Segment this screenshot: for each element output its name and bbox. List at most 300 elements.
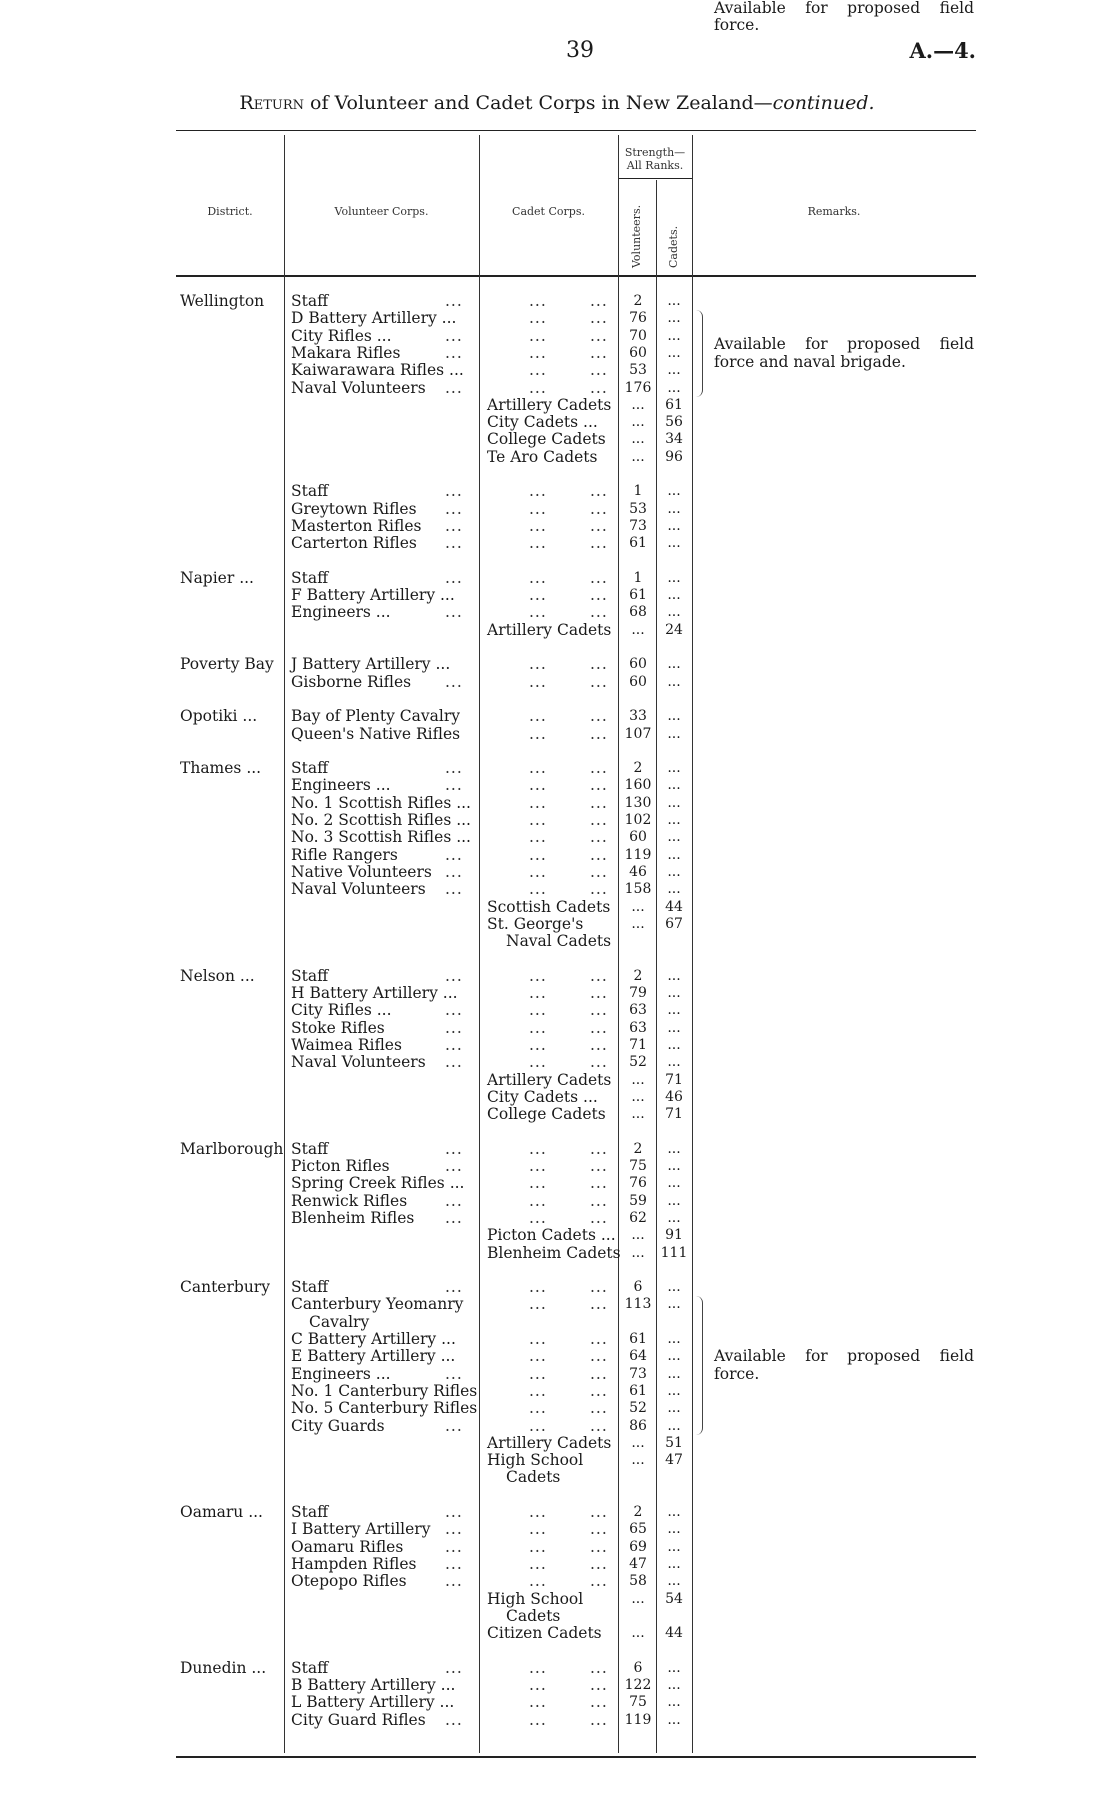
leader-dots: ... [445,1053,463,1072]
volunteers-count: 6 [633,1659,643,1676]
cadets-count: ... [667,673,681,690]
leader-dots: ... [445,1208,463,1227]
volunteer-corps-name: No. 2 Scottish Rifles ... [291,811,471,829]
volunteer-corps-name: Rifle Rangers [291,845,398,864]
cadets-count: ... [667,1677,681,1693]
volunteers-count: 2 [633,760,643,777]
leader-dots: ... [590,482,608,501]
leader-dots: ... [590,1676,608,1694]
volunteers-count: ... [631,621,645,638]
volunteer-corps-name: Blenheim Rifles [291,1208,415,1227]
cadets-count: ... [667,587,681,604]
leader-dots: ... [590,568,608,587]
leader-dots: ... [445,343,463,362]
leader-dots: ... [590,1520,608,1539]
volunteers-count: 113 [624,1296,652,1313]
leader-dots: ... [445,568,463,587]
cadets-count: ... [667,535,681,552]
volunteer-corps-name: Engineers ... [291,603,391,622]
volunteer-corps-name: City Rifles ... [291,326,392,345]
leader-dots: ... [445,1710,463,1729]
volunteer-corps-name: Carterton Rifles [291,534,417,553]
leader-dots: ... [445,326,463,345]
leader-dots: ... [529,793,547,812]
title-main: of Volunteer and Cadet Corps in New Zealand— [304,92,773,114]
title-tail: continued. [772,92,875,114]
volunteer-corps-name: No. 1 Scottish Rifles ... [291,793,471,812]
leader-dots: ... [445,1520,463,1539]
cadet-corps-name: Blenheim Cadets [487,1243,621,1262]
leader-dots: ... [445,1572,463,1591]
leader-dots: ... [590,828,608,847]
district-name: Wellington [180,292,265,310]
volunteers-count: 60 [629,673,647,690]
cadets-count: ... [667,344,681,361]
district-name: Opotiki ... [180,707,258,726]
cadet-corps-name: High School [487,1451,584,1470]
volunteers-count: 86 [629,1417,647,1434]
cadets-count: ... [667,863,681,880]
volunteers-count: 130 [624,794,652,811]
volunteers-count: ... [631,1227,645,1244]
leader-dots: ... [590,984,608,1002]
district-name: Nelson ... [180,966,255,985]
leader-dots: ... [529,1330,547,1348]
leader-dots: ... [445,1658,463,1677]
volunteers-count: 176 [624,379,652,396]
volunteer-corps-name: Native Volunteers [291,862,432,881]
leader-dots: ... [529,1381,547,1400]
volunteer-corps-name: Engineers ... [291,1364,391,1383]
volunteer-corps-name: Kaiwarawara Rifles ... [291,361,464,380]
leader-dots: ... [590,1537,608,1556]
volunteer-corps-name: Gisborne Rifles [291,672,412,691]
leader-dots: ... [445,292,463,310]
page-number: 39 [566,38,594,63]
leader-dots: ... [590,1278,608,1297]
cadets-count: ... [667,1538,681,1555]
leader-dots: ... [590,1399,608,1418]
cadets-count: ... [667,362,681,379]
cadets-count: 111 [660,1244,688,1261]
volunteers-count: ... [631,414,645,431]
leader-dots: ... [529,1710,547,1729]
volunteer-corps-name: Naval Volunteers [291,1053,426,1072]
cadets-count: ... [667,656,681,673]
leader-dots: ... [445,1035,463,1054]
cadets-count: ... [667,794,681,811]
leader-dots: ... [590,1693,608,1712]
leader-dots: ... [590,516,608,535]
volunteers-count: ... [631,1434,645,1451]
col-rule-2 [479,135,480,1753]
volunteers-count: 1 [633,483,643,500]
volunteers-count: ... [631,1244,645,1261]
leader-dots: ... [445,1139,463,1158]
cadet-corps-name: Citizen Cadets [487,1624,602,1643]
volunteers-count: 62 [629,1209,647,1226]
volunteer-corps-name: Staff [291,568,329,587]
volunteer-corps-name: Spring Creek Rifles ... [291,1174,465,1193]
cadets-count: ... [667,1659,681,1676]
volunteers-count: 60 [629,656,647,673]
leader-dots: ... [529,845,547,864]
cadets-count: ... [667,1019,681,1036]
header-district: District. [207,205,253,218]
volunteer-corps-name: Staff [291,1278,329,1297]
cadets-count: ... [667,1175,681,1192]
leader-dots: ... [590,1572,608,1591]
col-rule-3 [618,135,619,1753]
table-bottom-rule [176,1756,976,1758]
volunteer-corps-name: City Guards [291,1416,385,1435]
leader-dots: ... [529,1174,547,1193]
leader-dots: ... [529,655,547,674]
volunteer-corps-name: Staff [291,482,329,501]
cadets-count: ... [667,1365,681,1382]
volunteer-corps-name: Staff [291,292,329,310]
volunteer-corps-name: Engineers ... [291,776,391,795]
volunteers-count: 61 [629,1382,647,1399]
cadets-count: ... [667,1331,681,1347]
leader-dots: ... [590,880,608,899]
leader-dots: ... [529,482,547,501]
volunteers-count: 160 [624,777,652,794]
cadets-count: ... [667,1382,681,1399]
cadets-count: 46 [665,1088,683,1105]
volunteers-count: 119 [624,1711,652,1728]
volunteer-corps-name: L Battery Artillery ... [291,1693,455,1712]
volunteers-count: 61 [629,1331,647,1347]
leader-dots: ... [529,811,547,829]
leader-dots: ... [445,1503,463,1521]
leader-dots: ... [445,1278,463,1297]
district-name: Dunedin ... [180,1658,267,1677]
cadet-corps-name: Artillery Cadets [487,1433,612,1452]
cadets-count: ... [667,777,681,794]
leader-dots: ... [529,724,547,743]
leader-dots: ... [529,759,547,778]
remark-text: Available for proposed field force. [714,1347,974,1383]
leader-dots: ... [590,292,608,310]
cadet-corps-name: Cadets [506,1468,561,1487]
leader-dots: ... [445,880,463,899]
leader-dots: ... [529,880,547,899]
volunteer-corps-name: Staff [291,1658,329,1677]
leader-dots: ... [590,603,608,622]
volunteer-corps-name: C Battery Artillery ... [291,1330,456,1348]
leader-dots: ... [529,326,547,345]
volunteers-count: 58 [629,1573,647,1590]
volunteer-corps-name: F Battery Artillery ... [291,586,455,605]
volunteer-corps-name: Cavalry [309,1312,370,1331]
leader-dots: ... [590,586,608,605]
cadet-corps-name: High School [487,1589,584,1608]
leader-dots: ... [529,1347,547,1366]
leader-dots: ... [590,1174,608,1193]
cadets-count: ... [667,708,681,725]
district-name: Canterbury [180,1278,270,1297]
leader-dots: ... [445,482,463,501]
leader-dots: ... [529,1191,547,1210]
volunteer-corps-name: Renwick Rifles [291,1191,408,1210]
cadets-count: ... [667,1573,681,1590]
volunteer-corps-name: Oamaru Rifles [291,1537,404,1556]
volunteers-count: 2 [633,967,643,984]
leader-dots: ... [590,793,608,812]
cadets-count: 91 [665,1227,683,1244]
volunteers-count: 75 [629,1158,647,1174]
volunteers-count: 76 [629,1175,647,1192]
remark-text: Available for proposed field force. [714,0,974,35]
volunteers-count: ... [631,396,645,413]
cadets-count: 24 [665,621,683,638]
cadet-corps-name: Scottish Cadets [487,897,611,916]
leader-dots: ... [529,309,547,328]
volunteer-corps-name: Waimea Rifles [291,1035,402,1054]
cadets-count: ... [667,760,681,777]
volunteers-count: 2 [633,293,643,309]
cadets-count: ... [667,1521,681,1538]
leader-dots: ... [529,534,547,553]
cadets-count: ... [667,1711,681,1728]
cadets-count: ... [667,293,681,309]
volunteers-count: 59 [629,1192,647,1209]
leader-dots: ... [445,378,463,397]
leader-dots: ... [590,707,608,726]
cadets-count: ... [667,517,681,534]
volunteers-count: 102 [624,812,652,828]
volunteers-count: 33 [629,708,647,725]
leader-dots: ... [590,845,608,864]
leader-dots: ... [529,1658,547,1677]
leader-dots: ... [529,1554,547,1573]
volunteers-count: 158 [624,881,652,898]
cadets-count: ... [667,1279,681,1296]
volunteer-corps-name: Staff [291,1503,329,1521]
cadet-corps-name: Naval Cadets [506,932,612,951]
leader-dots: ... [590,309,608,328]
leader-dots: ... [445,1018,463,1037]
cadets-count: 47 [665,1452,683,1469]
leader-dots: ... [590,724,608,743]
volunteer-corps-name: Staff [291,1139,329,1158]
col-rule-5 [692,135,693,1753]
leader-dots: ... [529,586,547,605]
leader-dots: ... [590,1347,608,1366]
volunteer-corps-name: Staff [291,759,329,778]
volunteers-count: 75 [629,1694,647,1711]
leader-dots: ... [529,603,547,622]
leader-dots: ... [529,1208,547,1227]
volunteer-corps-name: Naval Volunteers [291,880,426,899]
leader-dots: ... [529,1157,547,1175]
volunteers-count: 73 [629,1365,647,1382]
volunteers-count: 61 [629,587,647,604]
cadets-count: ... [667,1555,681,1572]
volunteers-count: 76 [629,310,647,327]
cadet-corps-name: Cadets [506,1606,561,1625]
leader-dots: ... [590,1710,608,1729]
leader-dots: ... [529,516,547,535]
volunteers-count: 79 [629,985,647,1001]
cadets-count: ... [667,379,681,396]
volunteers-count: ... [631,431,645,448]
leader-dots: ... [590,1416,608,1435]
volunteer-corps-name: Otepopo Rifles [291,1572,407,1591]
volunteers-count: 63 [629,1019,647,1036]
volunteers-count: ... [631,1452,645,1469]
leader-dots: ... [529,499,547,518]
volunteer-corps-name: Canterbury Yeomanry [291,1295,464,1314]
volunteer-corps-name: Queen's Native Rifles [291,724,461,743]
volunteers-count: 1 [633,569,643,586]
volunteer-corps-name: E Battery Artillery ... [291,1347,456,1366]
leader-dots: ... [529,1572,547,1591]
header-volunteer-corps: Volunteer Corps. [334,205,429,218]
district-name: Poverty Bay [180,655,274,674]
cadets-count: ... [667,483,681,500]
leader-dots: ... [590,1157,608,1175]
leader-dots: ... [529,1018,547,1037]
cadets-count: ... [667,1054,681,1071]
leader-dots: ... [590,343,608,362]
leader-dots: ... [445,1537,463,1556]
cadet-corps-name: City Cadets ... [487,413,598,432]
cadets-count: ... [667,1296,681,1313]
cadets-count: ... [667,881,681,898]
leader-dots: ... [445,759,463,778]
volunteers-count: 65 [629,1521,647,1538]
header-cadet-corps: Cadet Corps. [512,205,585,218]
leader-dots: ... [590,966,608,985]
volunteer-corps-name: Bay of Plenty Cavalry [291,707,460,726]
leader-dots: ... [529,1295,547,1314]
leader-dots: ... [529,292,547,310]
remark-brace [696,310,703,397]
leader-dots: ... [445,499,463,518]
leader-dots: ... [529,1035,547,1054]
district-name: Napier ... [180,568,254,587]
leader-dots: ... [529,707,547,726]
cadets-count: ... [667,1036,681,1053]
volunteers-count: 52 [629,1054,647,1071]
cadet-corps-name: College Cadets [487,430,606,449]
cadets-count: ... [667,829,681,846]
cadets-count: ... [667,1209,681,1226]
cadets-count: ... [667,1192,681,1209]
volunteers-count: 46 [629,863,647,880]
volunteer-corps-name: I Battery Artillery [291,1520,431,1539]
volunteers-count: 53 [629,500,647,517]
district-name: Marlborough [180,1139,284,1158]
volunteers-count: 69 [629,1538,647,1555]
volunteers-count: 52 [629,1400,647,1417]
leader-dots: ... [590,1191,608,1210]
leader-dots: ... [590,1503,608,1521]
leader-dots: ... [529,966,547,985]
remark-brace [696,1296,703,1434]
cadets-count: ... [667,812,681,828]
leader-dots: ... [445,603,463,622]
cadets-count: ... [667,1140,681,1157]
leader-dots: ... [529,1520,547,1539]
leader-dots: ... [590,862,608,881]
volunteer-corps-name: Picton Rifles [291,1157,390,1175]
leader-dots: ... [590,1658,608,1677]
district-name: Thames ... [180,759,262,778]
volunteer-corps-name: Naval Volunteers [291,378,426,397]
volunteers-count: 71 [629,1036,647,1053]
cadet-corps-name: Picton Cadets ... [487,1226,616,1245]
header-bottom-rule [176,275,976,277]
cadets-count: ... [667,1504,681,1520]
volunteers-count: 6 [633,1279,643,1296]
leader-dots: ... [590,1208,608,1227]
volunteer-corps-name: Stoke Rifles [291,1018,385,1037]
cadets-count: 71 [665,1106,683,1123]
cadets-count: ... [667,310,681,327]
leader-dots: ... [445,966,463,985]
cadets-count: ... [667,1400,681,1417]
leader-dots: ... [590,499,608,518]
leader-dots: ... [445,845,463,864]
volunteer-corps-name: J Battery Artillery ... [291,655,451,674]
cadets-count: ... [667,569,681,586]
cadets-count: ... [667,1348,681,1365]
leader-dots: ... [590,1295,608,1314]
cadets-count: ... [667,1694,681,1711]
leader-dots: ... [529,1278,547,1297]
leader-dots: ... [529,828,547,847]
leader-dots: ... [529,1676,547,1694]
volunteer-corps-name: No. 5 Canterbury Rifles [291,1399,478,1418]
cadet-corps-name: Artillery Cadets [487,620,612,639]
leader-dots: ... [529,1139,547,1158]
district-name: Oamaru ... [180,1503,263,1521]
leader-dots: ... [590,1330,608,1348]
header-volunteers: Volunteers. [630,204,643,268]
cadets-count: 44 [665,1625,683,1642]
leader-dots: ... [529,1416,547,1435]
cadet-corps-name: Te Aro Cadets [487,447,598,466]
volunteer-corps-name: Makara Rifles [291,343,401,362]
volunteers-count: 2 [633,1140,643,1157]
cadets-count: 34 [665,431,683,448]
leader-dots: ... [529,672,547,691]
leader-dots: ... [445,1416,463,1435]
header-strength: Strength—All Ranks. [624,146,686,172]
leader-dots: ... [590,811,608,829]
volunteers-count: 61 [629,535,647,552]
leader-dots: ... [590,1139,608,1158]
leader-dots: ... [590,326,608,345]
leader-dots: ... [590,534,608,553]
title-lead: Return [239,92,305,114]
leader-dots: ... [529,1364,547,1383]
cadets-count: ... [667,327,681,344]
cadets-count: 71 [665,1071,683,1088]
leader-dots: ... [590,378,608,397]
volunteers-count: 73 [629,517,647,534]
strength-subrule [618,178,692,179]
header-remarks: Remarks. [807,205,861,218]
leader-dots: ... [529,1503,547,1521]
volunteer-corps-name: B Battery Artillery ... [291,1676,456,1694]
cadets-count: ... [667,1417,681,1434]
leader-dots: ... [590,361,608,380]
volunteers-count: 119 [624,846,652,863]
